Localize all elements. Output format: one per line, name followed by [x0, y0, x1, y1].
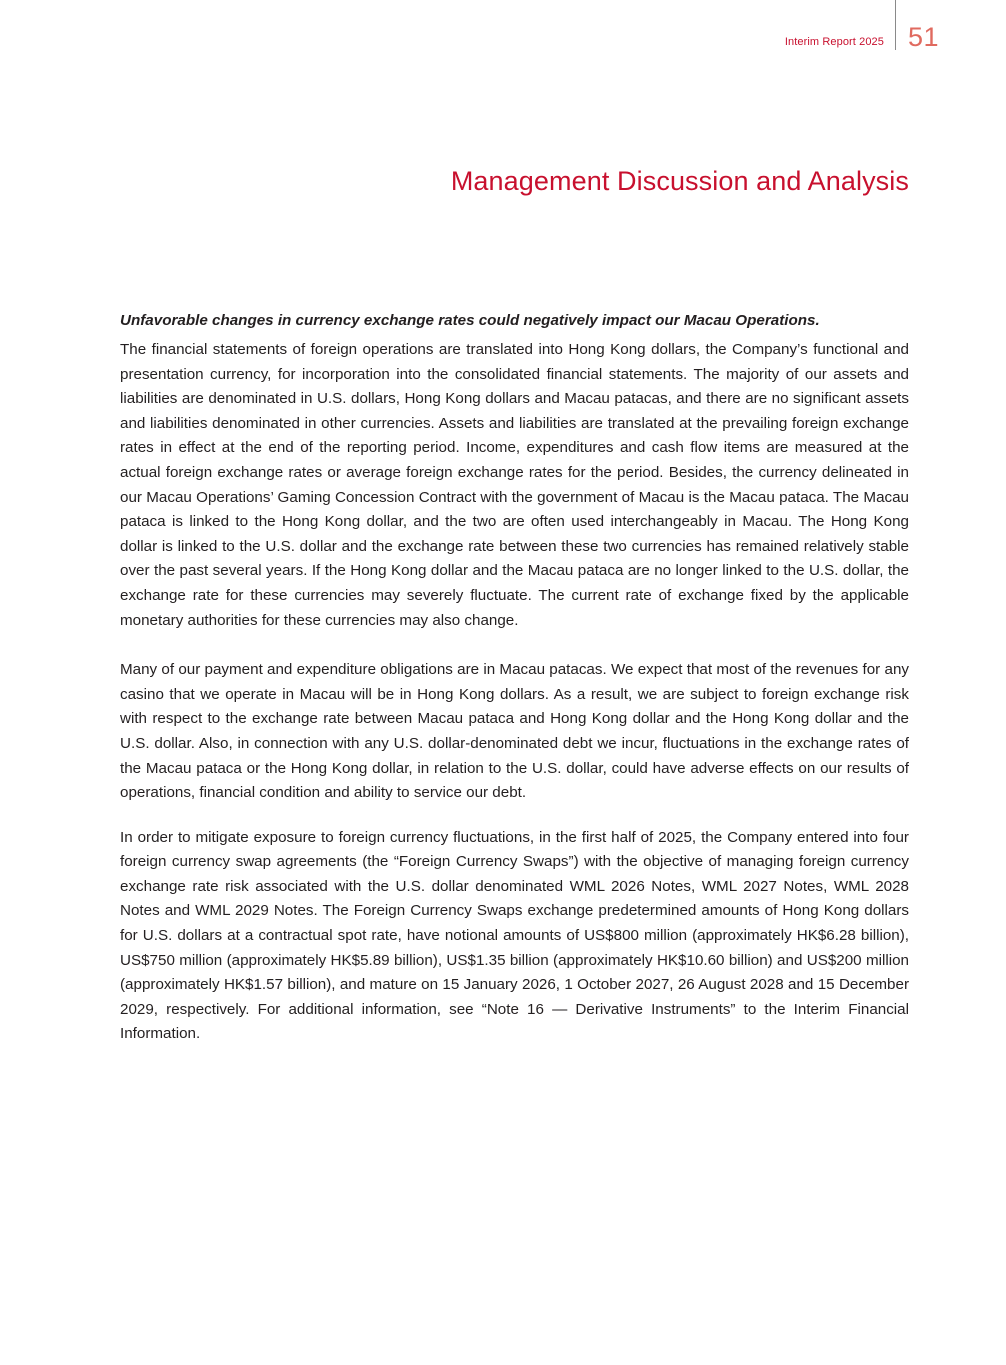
main-content [120, 311, 909, 1047]
paragraph-currency-swaps: In order to mitigate exposure to foreign currency fluctuations, in the first half of 2025, the Company entered into four foreign currency swap agreements (the “Foreign Currency Swaps”) with the objective of managing foreign currency exchange rate risk associated with the U.S. dollar denominated WML 2026 Notes, WML 2027 Notes, WML 2028 Notes and WML 2029 Notes. The Foreign Currency Swaps exchange predetermined amounts of Hong Kong dollars for U.S. dollars at a contractual spot rate, have notional amounts of US$800 million (approximately HK$6.28 billion), US$750 million (approximately HK$5.89 billion), US$1.35 billion (approximately HK$10.60 billion) and US$200 million (approximately HK$1.57 billion), and mature on 15 January 2026, 1 October 2027, 26 August 2028 and 15 December 2029, respectively. For additional information, see “Note 16 — Derivative Instruments” to the Interim Financial Information. [120, 828, 909, 1043]
section-title: Management Discussion and Analysis [450, 166, 909, 196]
paragraph-obligations: Many of our payment and expenditure obligations are in Macau patacas. We expect that most of the revenues for any casino that we operate in Macau will be in Hong Kong dollars. As a result, we are subject to foreign exchange risk with respect to the exchange rate between Macau pataca and Hong Kong dollar and the Hong Kong dollar and the U.S. dollar. Also, in connection with any U.S. dollar-denominated debt we incur, fluctuations in the exchange rates of the Macau pataca or the Hong Kong dollar, in relation to the U.S. dollar, could have adverse effects on our results of operations, financial condition and ability to service our debt. [120, 661, 909, 802]
risk-subheading: Unfavorable changes in currency exchange rates could negatively impact our Macau Operations. [120, 312, 820, 329]
paragraph-translation: The financial statements of foreign operations are translated into Hong Kong dollars, the Company’s functional and presentation currency, for incorporation into the consolidated financial statements. The majority of our assets and liabilities are denominated in U.S. dollars, Hong Kong dollars and Macau patacas, and there are no significant assets and liabilities denominated in other currencies. Assets and liabilities are translated at the prevailing foreign exchange rates in effect at the end of the reporting period. Income, expenditures and cash flow items are measured at the actual foreign exchange rates or average foreign exchange rates for the period. Besides, the currency delineated in our Macau Operations’ Gaming Concession Contract with the government of Macau is the Macau pataca. The Macau pataca is linked to the Hong Kong dollar, and the two are often used interchangeably in Macau. The Hong Kong dollar is linked to the U.S. dollar and the exchange rate between these two currencies has remained relatively stable over the past several years. If the Hong Kong dollar and the Macau pataca are no longer linked to the U.S. dollar, the exchange rate for these currencies may severely fluctuate. The current rate of exchange fixed by the applicable monetary authorities for these currencies may also change. [120, 341, 909, 629]
page-number: 51 [908, 22, 940, 52]
header-divider [895, 0, 896, 50]
report-label: Interim Report 2025 [784, 36, 884, 48]
